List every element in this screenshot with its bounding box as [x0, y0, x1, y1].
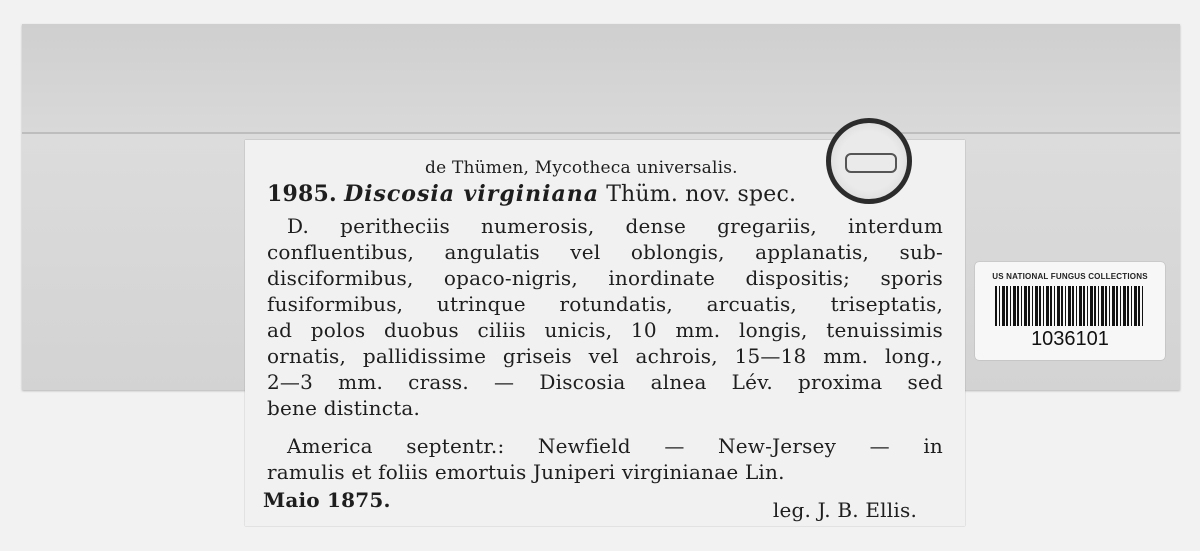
series-title: de Thümen, Mycotheca universalis. [425, 158, 738, 178]
barcode-number: 1036101 [1031, 328, 1109, 350]
exsiccata-number: 1985. [267, 181, 337, 207]
description-line: 2—3 mm. crass. — Discosia alnea Lév. proxima sed [267, 370, 943, 394]
species-authority: Thüm. nov. spec. [606, 182, 797, 207]
locality-line: ramulis et foliis emortuis Juniperi virginianae Lin. [267, 460, 785, 484]
description-line: disciformibus, opaco-nigris, inordinate dispositis; sporis [267, 266, 943, 290]
round-stamp [826, 118, 912, 204]
collection-date: Maio 1875. [263, 488, 391, 512]
species-heading [267, 182, 796, 207]
collector: leg. J. B. Ellis. [772, 498, 917, 522]
barcode-institution: US NATIONAL FUNGUS COLLECTIONS [992, 272, 1148, 281]
description-line: D. peritheciis numerosis, dense gregariis, interdum [287, 214, 943, 238]
barcode-icon [995, 286, 1145, 326]
description-line: fusiformibus, utrinque rotundatis, arcuatis, triseptatis, [267, 292, 943, 316]
species-name: Discosia virginiana [344, 181, 599, 207]
barcode-label [975, 262, 1165, 360]
description-line: confluentibus, angulatis vel oblongis, applanatis, sub- [267, 240, 943, 264]
description-line: ornatis, pallidissime griseis vel achrois, 15—18 mm. long., [267, 344, 943, 368]
locality-line: America septentr.: Newfield — New-Jersey — in [287, 434, 943, 458]
packet-flap [22, 24, 1180, 134]
description-line: bene distincta. [267, 396, 421, 420]
description-line: ad polos duobus ciliis unicis, 10 mm. longis, tenuissimis [267, 318, 943, 342]
